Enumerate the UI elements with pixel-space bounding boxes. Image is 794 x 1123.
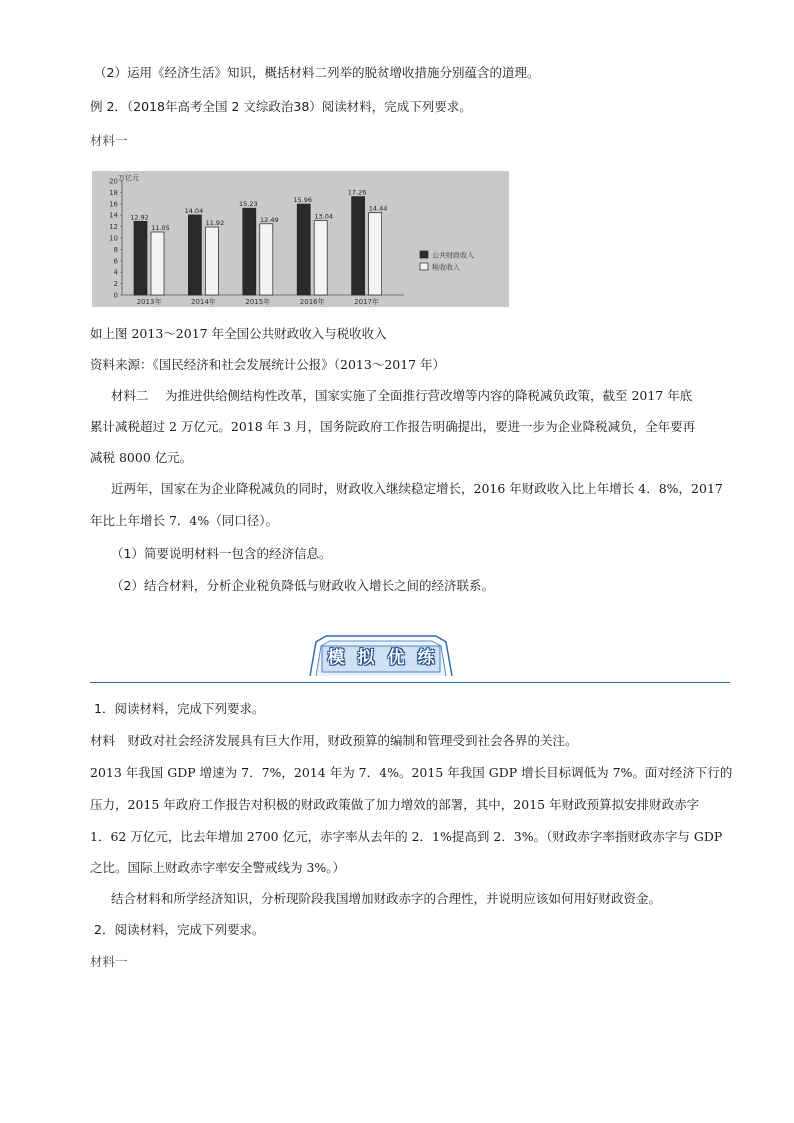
material-1-label: 材料一 bbox=[90, 133, 128, 148]
bar bbox=[205, 227, 218, 295]
bar bbox=[151, 232, 164, 295]
material-2-line-1: 材料二 为推进供给侧结构性改革，国家实施了全面推行营改增等内容的降税减负政策，截至 2017 年底 bbox=[111, 388, 693, 403]
practice-1-question: 结合材料和所学经济知识，分析现阶段我国增加财政赤字的合理性，并说明应该如何用好财政资金。 bbox=[111, 891, 662, 906]
y-tick-label: 12 bbox=[109, 223, 118, 232]
bar-value-label: 15.23 bbox=[238, 200, 258, 209]
bar bbox=[134, 221, 147, 295]
x-tick-label: 2015年 bbox=[245, 298, 271, 306]
y-tick-label: 14 bbox=[109, 211, 118, 220]
bar-chart-image bbox=[92, 171, 509, 307]
bar bbox=[243, 208, 256, 295]
legend-swatch bbox=[420, 263, 428, 270]
y-tick-label: 20 bbox=[109, 177, 118, 186]
banner-char-1: 模 bbox=[327, 648, 345, 668]
y-tick-label: 18 bbox=[109, 188, 118, 197]
question-1: （1）简要说明材料一包含的经济信息。 bbox=[111, 546, 332, 561]
y-tick-label: 8 bbox=[113, 245, 118, 254]
question-2-previous: （2）运用《经济生活》知识，概括材料二列举的脱贫增收措施分别蕴含的道理。 bbox=[94, 65, 540, 80]
paragraph-line-2: 年比上年增长 7．4%（同口径）。 bbox=[90, 513, 279, 528]
y-tick-label: 2 bbox=[113, 280, 118, 289]
bar-value-label: 13.04 bbox=[314, 212, 334, 221]
y-tick-label: 10 bbox=[109, 234, 118, 243]
bar-value-label: 11.92 bbox=[205, 219, 225, 228]
bar-value-label: 14.04 bbox=[184, 206, 204, 215]
bar bbox=[188, 215, 201, 295]
practice-1-line-2: 压力，2015 年政府工作报告对积极的财政政策做了加力增效的部署，其中，2015 年财政预算拟安排财政赤字 bbox=[90, 797, 700, 812]
y-tick-label: 6 bbox=[113, 257, 118, 266]
practice-1-line-1: 2013 年我国 GDP 增速为 7．7%，2014 年为 7．4%。2015 年我国 GDP 增长目标调低为 7%。面对经济下行的 bbox=[90, 765, 733, 780]
bar bbox=[260, 224, 273, 295]
bar bbox=[314, 221, 327, 295]
section-divider bbox=[90, 682, 730, 683]
bar-value-label: 14.44 bbox=[368, 204, 388, 213]
y-tick-label: 16 bbox=[109, 200, 118, 209]
practice-1-material: 材料 财政对社会经济发展具有巨大作用，财政预算的编制和管理受到社会各界的关注。 bbox=[90, 733, 578, 748]
practice-1-title: 1．阅读材料，完成下列要求。 bbox=[94, 701, 265, 716]
example-title: 例 2．（2018年高考全国 2 文综政治38）阅读材料，完成下列要求。 bbox=[90, 99, 472, 114]
question-2: （2）结合材料，分析企业税负降低与财政收入增长之间的经济联系。 bbox=[111, 578, 494, 593]
practice-2-material: 材料一 bbox=[90, 954, 128, 969]
data-source: 资料来源：《国民经济和社会发展统计公报》（2013～2017 年） bbox=[90, 357, 446, 372]
bar-value-label: 11.05 bbox=[151, 224, 170, 233]
x-tick-label: 2013年 bbox=[136, 298, 162, 306]
practice-1-line-4: 之比。国际上财政赤字率安全警戒线为 3%。） bbox=[90, 860, 346, 875]
banner-char-3: 优 bbox=[387, 648, 405, 668]
material-2-line-3: 减税 8000 亿元。 bbox=[90, 450, 193, 465]
bar bbox=[352, 197, 365, 295]
practice-1-line-3: 1．62 万亿元，比去年增加 2700 亿元，赤字率从去年的 2．1%提高到 2．3%。（财政赤字率指财政赤字与 GDP bbox=[90, 829, 723, 844]
legend-label: 公共财政收入 bbox=[432, 251, 474, 260]
x-tick-label: 2014年 bbox=[190, 298, 216, 306]
banner-char-4: 练 bbox=[417, 648, 435, 668]
bar-value-label: 17.26 bbox=[347, 188, 367, 197]
bar-value-label: 12.49 bbox=[259, 215, 279, 224]
x-tick-label: 2016年 bbox=[299, 298, 325, 306]
paragraph-line-1: 近两年，国家在为企业降税减负的同时，财政收入继续稳定增长，2016 年财政收入比上年增长 4．8%，2017 bbox=[111, 481, 723, 496]
bar-value-label: 12.92 bbox=[130, 213, 149, 222]
x-tick-label: 2017年 bbox=[354, 298, 380, 306]
chart-caption: 如上图 2013～2017 年全国公共财政收入与税收收入 bbox=[90, 326, 387, 341]
section-banner bbox=[306, 632, 456, 676]
legend-swatch bbox=[420, 251, 428, 258]
bar bbox=[297, 204, 310, 295]
bar bbox=[369, 213, 382, 295]
bar-value-label: 15.96 bbox=[293, 196, 313, 205]
y-tick-label: 0 bbox=[113, 291, 118, 300]
y-tick-label: 4 bbox=[113, 268, 118, 277]
bar-chart bbox=[92, 171, 509, 307]
y-axis-unit-label: 万亿元 bbox=[118, 174, 139, 182]
banner-char-2: 拟 bbox=[357, 648, 375, 668]
practice-2-title: 2．阅读材料，完成下列要求。 bbox=[94, 922, 265, 937]
material-2-line-2: 累计减税超过 2 万亿元。2018 年 3 月，国务院政府工作报告明确提出，要进一步为企业降税减负，全年要再 bbox=[90, 419, 696, 434]
legend-label: 税收收入 bbox=[432, 263, 460, 272]
